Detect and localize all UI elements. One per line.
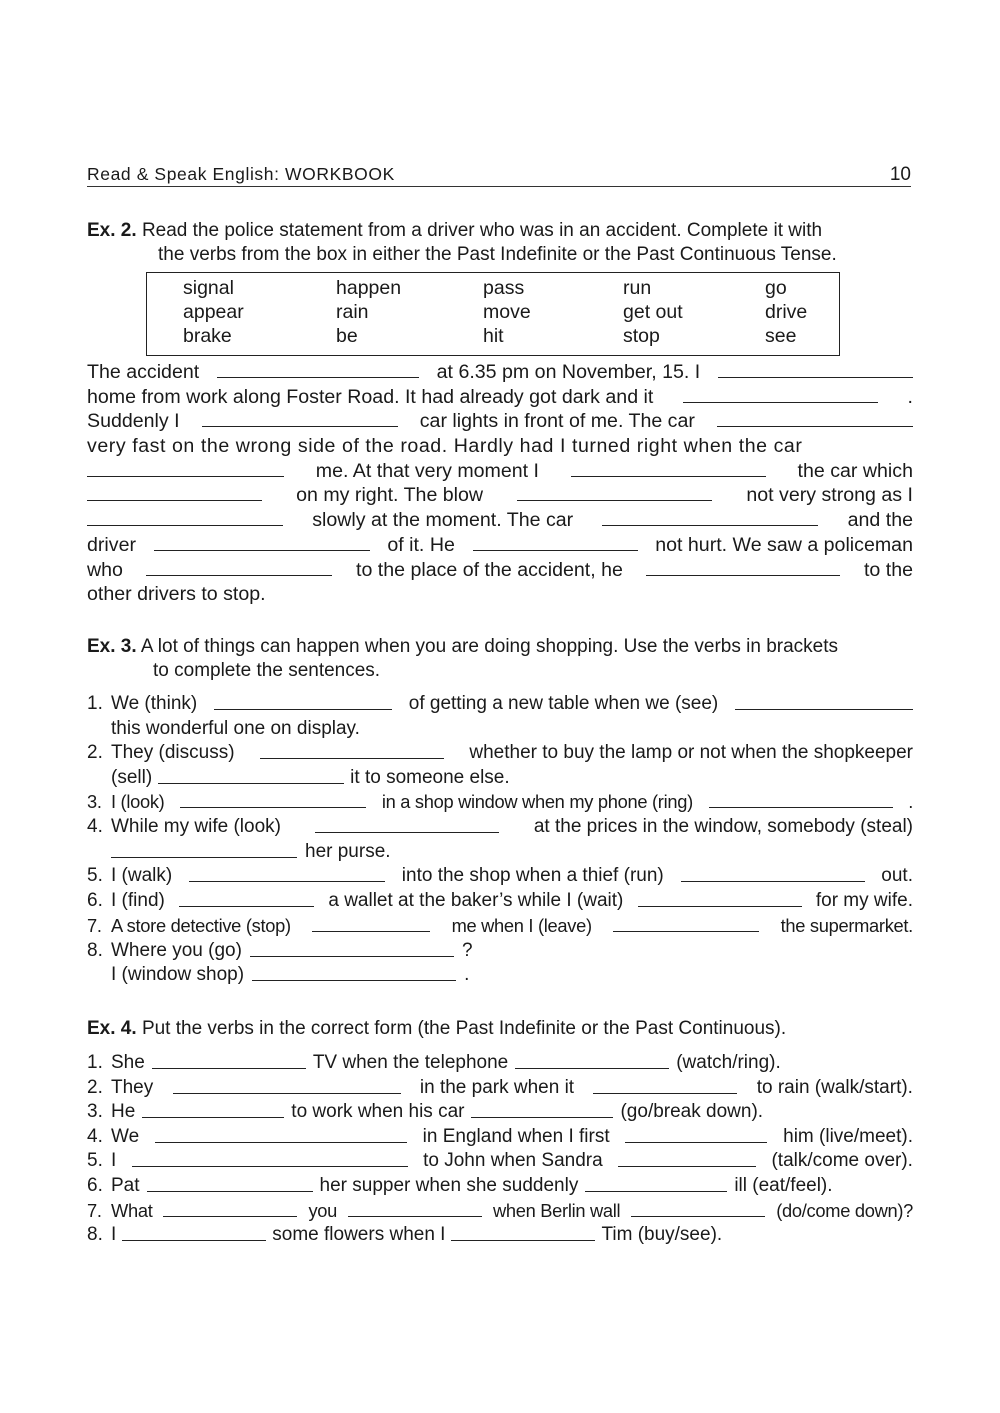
- text-segment: I (find): [111, 890, 165, 911]
- text-segment: of it. He: [387, 533, 455, 556]
- item-number: 7.: [87, 915, 102, 936]
- text-segment: I (walk): [111, 865, 173, 886]
- word-box-item: signal: [183, 277, 234, 299]
- word-box-item: run: [623, 277, 652, 299]
- ex3-sentence-6: [87, 889, 913, 914]
- ex2-instruction: [87, 219, 917, 267]
- item-number: 1.: [87, 693, 103, 714]
- text-segment: not very strong as I: [746, 484, 913, 507]
- text-segment: to the: [863, 558, 913, 581]
- text-segment: very fast on the wrong side of the road. Hardly had I turned right when the car: [87, 435, 803, 458]
- answer-blank[interactable]: [625, 1125, 767, 1143]
- ex3-sentence-8-cont: [111, 963, 913, 988]
- ex3-instruction-line1: A lot of things can happen when you are doing shopping. Use the verbs in brackets: [140, 636, 839, 657]
- text-segment: not hurt. We saw a policeman: [655, 533, 913, 556]
- answer-blank[interactable]: [154, 533, 370, 551]
- verb-word-box: [146, 272, 840, 356]
- ex3-sentence-1: [87, 692, 913, 717]
- text-segment: the car which: [797, 459, 913, 482]
- text-segment: in a shop window when my phone (ring): [381, 791, 693, 812]
- answer-blank[interactable]: [718, 360, 913, 378]
- text-segment: other drivers to stop.: [87, 583, 266, 606]
- text-segment: They (discuss): [111, 742, 235, 763]
- word-box-item: rain: [336, 301, 369, 323]
- ex4-label: Ex. 4.: [87, 1018, 137, 1039]
- text-segment: her supper when she suddenly: [319, 1175, 579, 1196]
- text-segment: They: [111, 1076, 154, 1098]
- text-segment: She: [111, 1052, 145, 1073]
- item-number: 5.: [87, 1150, 103, 1171]
- item-number: 5.: [87, 865, 103, 886]
- text-segment: this wonderful one on display.: [111, 717, 360, 739]
- answer-blank[interactable]: [179, 889, 314, 907]
- answer-blank[interactable]: [312, 914, 430, 932]
- word-box-item: get out: [623, 301, 683, 323]
- answer-blank[interactable]: [142, 1100, 284, 1118]
- answer-blank[interactable]: [250, 939, 454, 957]
- answer-blank[interactable]: [515, 1051, 669, 1069]
- text-segment: .: [907, 385, 913, 408]
- workbook-title: Read & Speak English: WORKBOOK: [87, 164, 395, 184]
- text-segment: in England when I first: [422, 1125, 610, 1147]
- ex3-label: Ex. 3.: [87, 636, 137, 657]
- answer-blank[interactable]: [252, 963, 456, 981]
- text-segment: (talk/come over).: [771, 1150, 913, 1171]
- text-segment: it to someone else.: [350, 766, 510, 788]
- word-box-item: hit: [483, 325, 504, 347]
- answer-blank[interactable]: [683, 385, 878, 403]
- text-segment: ill (eat/feel).: [734, 1175, 833, 1196]
- answer-blank[interactable]: [709, 790, 893, 808]
- ex3-sentence-5: [87, 864, 913, 889]
- answer-blank[interactable]: [132, 1149, 408, 1167]
- item-number: 4.: [87, 816, 103, 837]
- text-segment: whether to buy the lamp or not when the shopkeeper: [469, 742, 913, 763]
- text-segment: home from work along Foster Road. It had already got dark and it: [87, 385, 654, 408]
- item-number: 4.: [87, 1125, 103, 1147]
- text-segment: Pat: [111, 1175, 140, 1196]
- word-box-item: be: [336, 325, 358, 347]
- text-segment: to work when his car: [291, 1101, 465, 1122]
- answer-blank[interactable]: [618, 1149, 756, 1167]
- answer-blank[interactable]: [717, 409, 913, 427]
- text-segment: We (think): [111, 693, 198, 714]
- answer-blank[interactable]: [315, 815, 499, 833]
- word-box-item: drive: [765, 301, 808, 323]
- running-header: [87, 164, 911, 187]
- text-segment: to John when Sandra: [423, 1150, 603, 1171]
- answer-blank[interactable]: [735, 692, 913, 710]
- answer-blank[interactable]: [217, 360, 419, 378]
- text-segment: at the prices in the window, somebody (steal): [533, 816, 913, 837]
- ex2-instruction-line2: the verbs from the box in either the Past Indefinite or the Past Continuous Tense.: [158, 244, 837, 265]
- word-box-item: stop: [623, 325, 660, 347]
- text-segment: to the place of the accident, he: [356, 558, 623, 581]
- text-segment: me when I (leave): [451, 915, 592, 936]
- word-box-item: move: [483, 301, 531, 323]
- ex3-instruction-line2: to complete the sentences.: [153, 660, 381, 681]
- text-segment: out.: [881, 865, 913, 886]
- ex3-sentence-3: [87, 790, 913, 815]
- answer-blank[interactable]: [87, 483, 262, 501]
- text-segment: I: [111, 1150, 117, 1171]
- item-number: 8.: [87, 1224, 103, 1245]
- answer-blank[interactable]: [180, 790, 366, 808]
- text-segment: .: [464, 964, 470, 985]
- answer-blank[interactable]: [585, 1174, 727, 1192]
- text-segment: driver: [87, 533, 136, 556]
- answer-blank[interactable]: [214, 692, 392, 710]
- text-segment: at 6.35 pm on November, 15. I: [436, 361, 701, 383]
- answer-blank[interactable]: [681, 864, 865, 882]
- ex3-sentence-8: [87, 939, 913, 964]
- item-number: 2.: [87, 742, 103, 763]
- answer-blank[interactable]: [147, 1174, 313, 1192]
- word-box-item: appear: [183, 301, 244, 323]
- answer-blank[interactable]: [158, 766, 344, 784]
- answer-blank[interactable]: [471, 1100, 613, 1118]
- text-segment: and the: [847, 509, 913, 532]
- text-segment: What: [111, 1199, 153, 1221]
- ex4-sentence-8: [87, 1223, 913, 1248]
- text-segment: me. At that very moment I: [315, 459, 539, 482]
- ex3-sentence-2: [87, 741, 913, 766]
- ex2-instruction-line1: Read the police statement from a driver who was in an accident. Complete it with: [141, 220, 823, 241]
- answer-blank[interactable]: [602, 508, 818, 526]
- answer-blank[interactable]: [87, 508, 283, 526]
- ex3-sentence-2-cont: [111, 766, 913, 791]
- answer-blank[interactable]: [189, 864, 385, 882]
- answer-blank[interactable]: [155, 1125, 407, 1143]
- answer-blank[interactable]: [146, 558, 332, 576]
- answer-blank[interactable]: [152, 1051, 306, 1069]
- text-segment: the supermarket.: [780, 915, 913, 936]
- ex3-instruction: [87, 635, 917, 683]
- ex4-sentence-2: [87, 1076, 913, 1101]
- answer-blank[interactable]: [87, 459, 284, 477]
- answer-blank[interactable]: [593, 1076, 737, 1094]
- item-number: 6.: [87, 1175, 103, 1196]
- text-segment: for my wife.: [815, 890, 913, 911]
- text-segment: on my right. The blow: [296, 484, 484, 507]
- item-number: 3.: [87, 791, 102, 812]
- ex4-instruction: [87, 1017, 917, 1041]
- ex4-sentence-6: [87, 1174, 913, 1199]
- text-segment: ?: [461, 939, 473, 961]
- answer-blank[interactable]: [517, 483, 712, 501]
- text-segment: He: [111, 1101, 136, 1122]
- text-segment: .: [908, 791, 913, 812]
- answer-blank[interactable]: [173, 1076, 401, 1094]
- ex3-sentence-4-cont: [111, 840, 913, 865]
- text-segment: A store detective (stop): [111, 915, 291, 936]
- word-box-item: see: [765, 325, 797, 347]
- answer-blank[interactable]: [613, 914, 759, 932]
- text-segment: Where you (go): [111, 939, 242, 961]
- text-segment: TV when the telephone: [312, 1052, 509, 1073]
- item-number: 1.: [87, 1052, 103, 1073]
- answer-blank[interactable]: [473, 533, 638, 551]
- ex4-instruction-text: Put the verbs in the correct form (the Past Indefinite or the Past Continuous).: [141, 1018, 787, 1039]
- text-segment: Suddenly I: [87, 410, 180, 433]
- ex4-sentence-1: [87, 1051, 913, 1076]
- answer-blank[interactable]: [260, 741, 444, 759]
- text-segment: (watch/ring).: [676, 1052, 781, 1073]
- answer-blank[interactable]: [571, 459, 766, 477]
- answer-blank[interactable]: [451, 1223, 595, 1241]
- item-number: 6.: [87, 890, 103, 911]
- ex3-sentence-7: [87, 914, 913, 939]
- text-segment: (do/come down)?: [776, 1199, 913, 1221]
- answer-blank[interactable]: [111, 840, 297, 858]
- text-segment: I (window shop): [111, 964, 245, 985]
- item-number: 7.: [87, 1199, 102, 1221]
- item-number: 8.: [87, 939, 103, 961]
- word-box-item: pass: [483, 277, 525, 299]
- word-box-item: go: [765, 277, 787, 299]
- police-statement-text: [87, 360, 913, 607]
- word-box-item: brake: [183, 325, 232, 347]
- text-segment: of getting a new table when we (see): [408, 693, 719, 714]
- text-segment: (go/break down).: [620, 1101, 764, 1122]
- ex4-sentence-5: [87, 1149, 913, 1174]
- answer-blank[interactable]: [646, 558, 840, 576]
- text-segment: her purse.: [305, 840, 391, 862]
- ex4-sentence-4: [87, 1125, 913, 1150]
- ex3-sentence-1-cont: [111, 717, 913, 742]
- answer-blank[interactable]: [163, 1199, 297, 1217]
- item-number: 2.: [87, 1076, 103, 1098]
- answer-blank[interactable]: [202, 409, 398, 427]
- answer-blank[interactable]: [638, 889, 802, 907]
- page-number: 10: [889, 164, 911, 185]
- text-segment: him (live/meet).: [783, 1125, 913, 1147]
- item-number: 3.: [87, 1101, 103, 1122]
- text-segment: in the park when it: [419, 1076, 575, 1098]
- text-segment: While my wife (look): [111, 816, 281, 837]
- answer-blank[interactable]: [631, 1199, 765, 1217]
- answer-blank[interactable]: [122, 1223, 266, 1241]
- text-segment: car lights in front of me. The car: [419, 410, 695, 433]
- text-segment: I: [111, 1224, 117, 1245]
- text-segment: We: [111, 1125, 140, 1147]
- text-segment: slowly at the moment. The car: [312, 509, 574, 532]
- text-segment: when Berlin wall: [492, 1199, 621, 1221]
- ex4-sentence-7: [87, 1199, 913, 1224]
- text-segment: you: [308, 1199, 338, 1221]
- ex2-label: Ex. 2.: [87, 220, 137, 241]
- text-segment: some flowers when I: [272, 1224, 446, 1245]
- text-segment: a wallet at the baker’s while I (wait): [328, 890, 624, 911]
- ex3-sentence-4: [87, 815, 913, 840]
- answer-blank[interactable]: [348, 1199, 482, 1217]
- text-segment: The accident: [87, 361, 200, 383]
- ex4-sentence-3: [87, 1100, 913, 1125]
- text-segment: Tim (buy/see).: [601, 1224, 723, 1245]
- text-segment: into the shop when a thief (run): [401, 865, 664, 886]
- text-segment: (sell): [111, 766, 153, 788]
- word-box-item: happen: [336, 277, 402, 299]
- text-segment: I (look): [111, 791, 165, 812]
- text-segment: who: [87, 558, 123, 581]
- text-segment: to rain (walk/start).: [756, 1076, 913, 1098]
